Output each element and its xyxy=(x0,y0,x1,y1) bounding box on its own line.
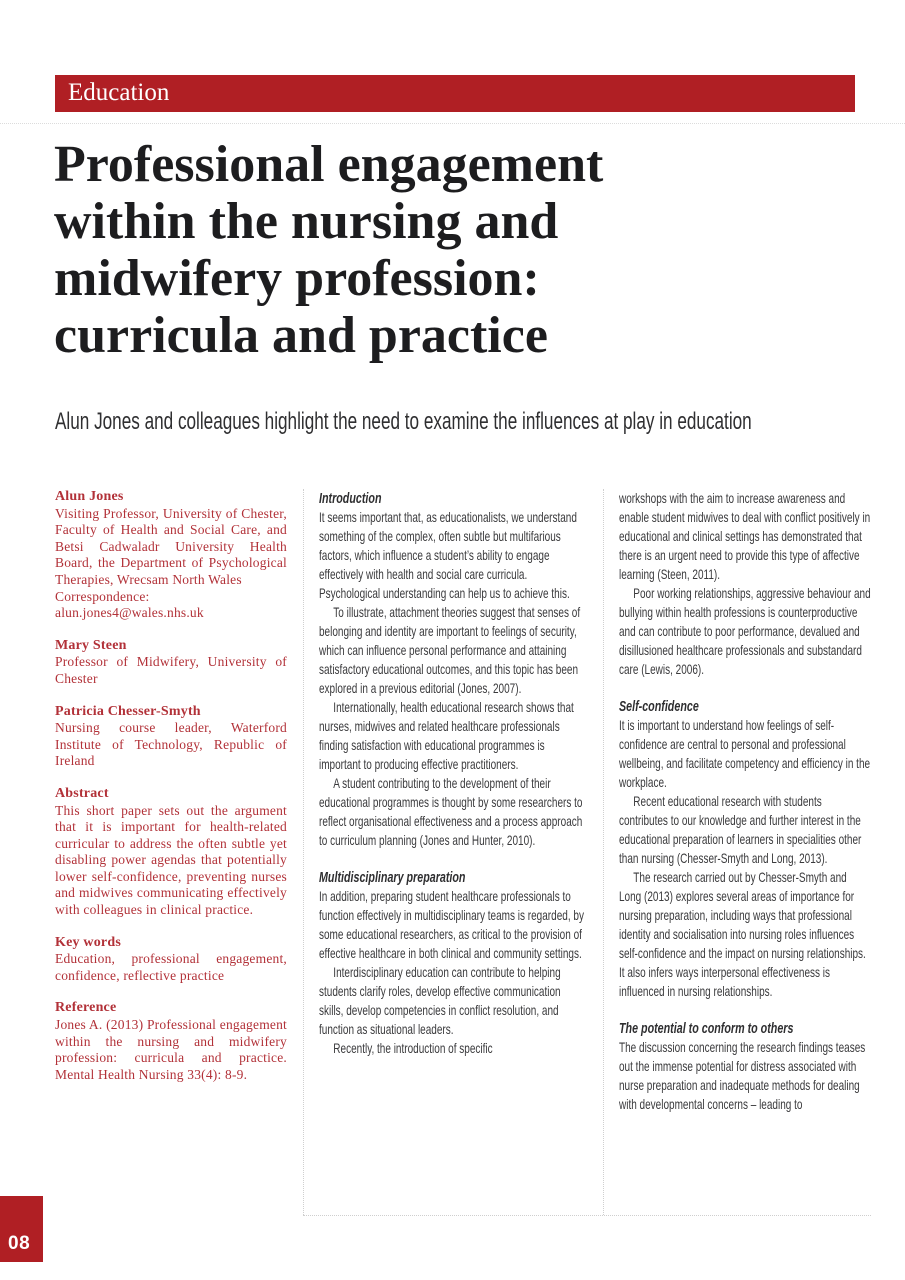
standfirst xyxy=(55,408,855,436)
article-section xyxy=(619,697,871,1001)
section-banner xyxy=(55,75,855,112)
article-columns xyxy=(55,489,871,1215)
article-paragraph: A student contributing to the development of their educational programmes is thought by some researchers to reflect organisational effectiveness and a process approach to curriculum planning (Jones and Hunter, 2010). xyxy=(319,775,583,848)
author-section xyxy=(55,786,287,919)
author-section xyxy=(55,1000,287,1083)
author-section-text: Professor of Midwifery, University of Chester xyxy=(55,654,287,686)
author-section-text: alun.jones4@wales.nhs.uk xyxy=(55,605,204,621)
article-paragraph: It is important to understand how feelings of self-confidence are central to personal and professional wellbeing, and facilitate competency and efficiency in the workplace. xyxy=(619,717,871,790)
standfirst-text: Alun Jones and colleagues highlight the need to examine the influences at play in education xyxy=(55,408,752,435)
author-section-heading: Alun Jones xyxy=(55,489,124,504)
author-section-text: This short paper sets out the argument that it is important for health-related curricular to address the often subtle yet disabling power agendas that potentially lower self-confidence, preventing nurses and midwives communicating effectively with colleagues in clinical practice. xyxy=(55,802,287,918)
article-paragraph: Recently, the introduction of specific xyxy=(333,1040,493,1056)
author-section-text: Nursing course leader, Waterford Institute of Technology, Republic of Ireland xyxy=(55,720,287,769)
article-title-line: within the nursing and xyxy=(54,193,559,250)
article-section xyxy=(619,489,871,679)
article-paragraph: Internationally, health educational research shows that nurses, midwives and related healthcare professionals finding satisfaction with educational programmes is important to producing effective practitioners. xyxy=(319,699,574,772)
author-section-text: Visiting Professor, University of Chester, Faculty of Health and Social Care, and Betsi Cadwaladr University Health Board, the Department of Psychological Therapies, Wrecsam North Wales xyxy=(55,505,287,587)
column-bottom-rule xyxy=(303,1215,871,1216)
article-paragraph: To illustrate, attachment theories suggest that senses of belonging and identity are important to feelings of security, which can influence personal performance and attaining satisfactory educational outcomes, and this topic has been explored in a previous editorial (Jones, 2007). xyxy=(319,604,581,696)
column-divider xyxy=(303,489,304,1215)
body-column-2 xyxy=(619,489,871,1215)
page-number: 08 xyxy=(8,1233,31,1254)
author-section-text: Correspondence: xyxy=(55,588,150,604)
article-title-line: Professional engagement xyxy=(54,136,604,193)
article-paragraph: Recent educational research with students contributes to our knowledge and further interest in the educational preparation of learners in specialities other than nursing (Chesser-Smyth and Long, 2013). xyxy=(619,793,862,866)
article-section xyxy=(319,868,587,1058)
article-paragraph: workshops with the aim to increase awareness and enable student midwives to deal with conflict positively in educational and clinical settings has demonstrated that there is an urgent need to provide this type of affective learning (Steen, 2011). xyxy=(619,490,871,582)
article-paragraph: Interdisciplinary education can contribute to helping students clarify roles, develop effective communication skills, develop competencies in conflict resolution, and function as situational leaders. xyxy=(319,964,561,1037)
body-column-1 xyxy=(319,489,587,1215)
article-paragraph: In addition, preparing student healthcare professionals to function effectively in multidisciplinary teams is regarded, by some educational researchers, as critical to the provision of effective healthcare in both clinical and community settings. xyxy=(319,888,584,961)
author-section-heading: Key words xyxy=(55,934,121,950)
author-section xyxy=(55,638,287,688)
article-paragraph: The research carried out by Chesser-Smyth and Long (2013) explores several areas of importance for nursing preparation, including ways that professional identity and socialisation into nursing roles influences self-confidence and the impact on nursing relationships. It also infers ways interpersonal effectiveness is influenced in nursing relationships. xyxy=(619,869,866,999)
article-title-line: curricula and practice xyxy=(54,307,548,364)
article-section xyxy=(619,1019,871,1114)
banner-divider-rule xyxy=(0,123,905,124)
body-column-1-text xyxy=(319,489,587,1058)
author-section-text: Jones A. (2013) Professional engagement within the nursing and midwifery profession: curricula and practice. Mental Health Nursing 33(4): 8-9. xyxy=(55,1017,287,1082)
column-divider xyxy=(603,489,604,1215)
article-section-heading: Self-confidence xyxy=(619,698,699,715)
article-section-heading: Introduction xyxy=(319,490,382,507)
author-section-heading: Reference xyxy=(55,1000,117,1016)
author-info-column xyxy=(55,489,287,1215)
body-column-2-text xyxy=(619,489,871,1114)
article-paragraph: It seems important that, as educationalists, we understand something of the complex, often subtle but multifarious factors, which influence a student’s ability to engage effectively with health and social care curricula. Psychological understanding can help us to achieve this. xyxy=(319,509,577,601)
author-section-text: Education, professional engagement, confidence, reflective practice xyxy=(55,951,287,983)
article-paragraph: The discussion concerning the research findings teases out the immense potential for distress associated with nurse preparation and inadequate methods for dealing with developmental concerns – leading to xyxy=(619,1039,866,1112)
article-title xyxy=(54,136,603,364)
author-section-heading: Abstract xyxy=(55,785,109,801)
article-title-line: midwifery profession: xyxy=(54,250,540,307)
author-section-heading: Mary Steen xyxy=(55,637,127,653)
article-section-heading: Multidisciplinary preparation xyxy=(319,869,466,886)
article-paragraph: Poor working relationships, aggressive behaviour and bullying within health professions is counterproductive and can contribute to poor performance, devalued and disillusioned healthcare professionals and substandard care (Lewis, 2006). xyxy=(619,585,871,677)
author-section xyxy=(55,704,287,770)
section-banner-label: Education xyxy=(68,79,170,106)
author-section xyxy=(55,935,287,985)
article-section xyxy=(319,489,587,850)
article-section-heading: The potential to conform to others xyxy=(619,1020,794,1037)
author-section-heading: Patricia Chesser-Smyth xyxy=(55,703,201,719)
author-section xyxy=(55,489,287,622)
page-number-box xyxy=(0,1196,43,1262)
